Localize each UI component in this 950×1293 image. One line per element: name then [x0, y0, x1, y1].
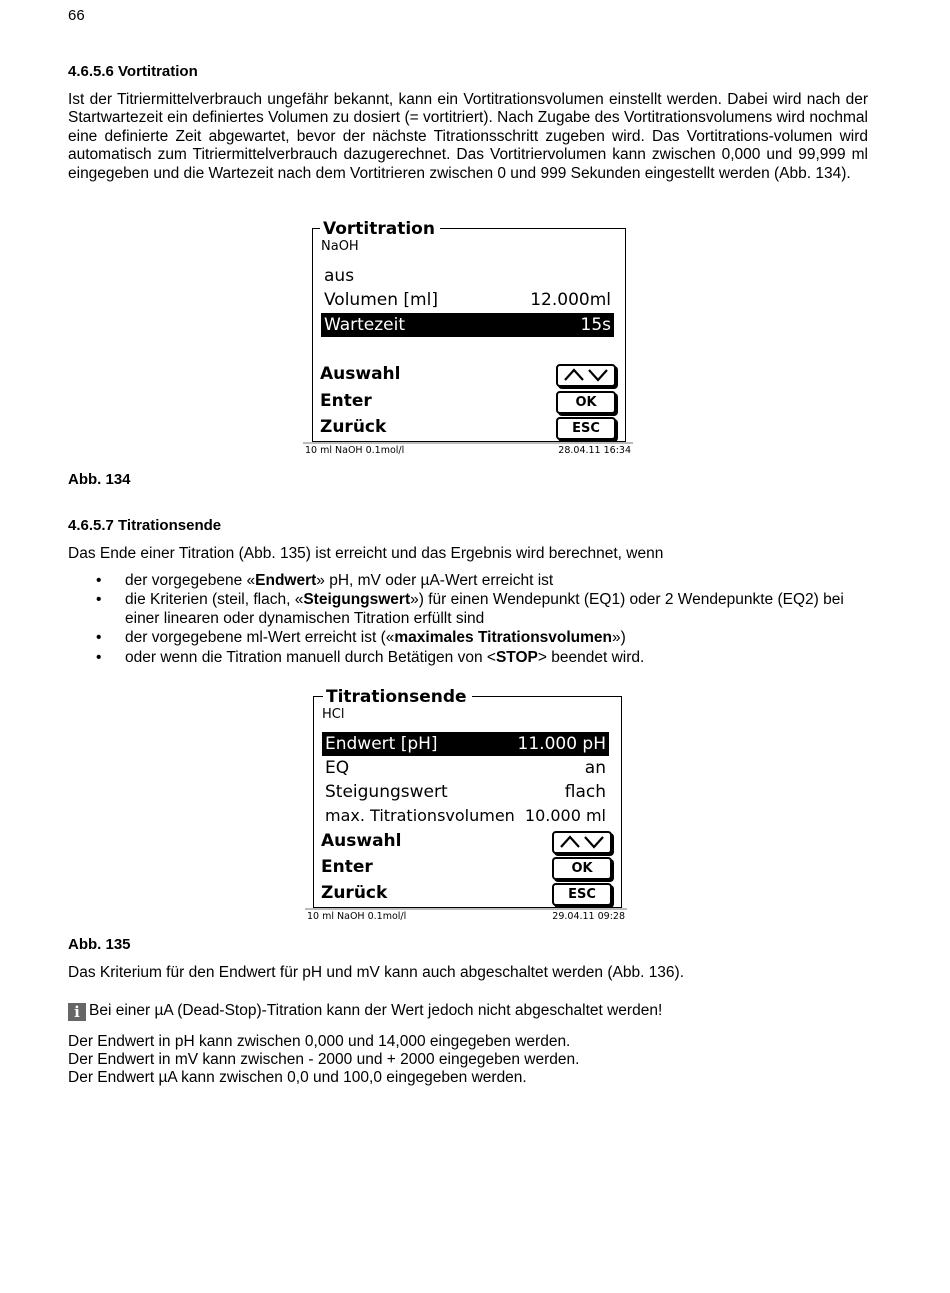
- status-reagent: 10 ml NaOH 0.1mol/l: [307, 911, 407, 922]
- status-reagent: 10 ml NaOH 0.1mol/l: [305, 445, 405, 456]
- screen-subtitle: HCl: [322, 707, 345, 722]
- key-label-auswahl: Auswahl: [321, 831, 402, 851]
- page-number: 66: [68, 7, 85, 24]
- figure-caption-135: Abb. 135: [68, 936, 131, 953]
- ok-button[interactable]: OK: [556, 391, 616, 414]
- info-text: Bei einer µA (Dead-Stop)-Titration kann der Wert jedoch nicht abgeschaltet werden!: [89, 1002, 663, 1019]
- range-ph: Der Endwert in pH kann zwischen 0,000 und 14,000 eingegeben werden.: [68, 1033, 571, 1050]
- row-value: 10.000 ml: [524, 806, 606, 825]
- row-label: EQ: [325, 758, 350, 778]
- list-item: • oder wenn die Titration manuell durch Betätigen von <STOP> beendet wird.: [68, 649, 868, 667]
- menu-row-eq[interactable]: [322, 756, 609, 780]
- info-icon: i: [68, 1003, 86, 1021]
- list-item: • die Kriterien (steil, flach, «Steigungswert») für einen Wendepunkt (EQ1) oder 2 Wendepunkte (EQ2) bei einer linearen oder dynamischen Titration erfüllt sind: [68, 591, 868, 628]
- menu-row-steigungswert[interactable]: [322, 780, 609, 804]
- row-label: aus: [324, 266, 355, 286]
- screen-title: Titrationsende: [323, 687, 472, 707]
- key-label-zurueck: Zurück: [321, 883, 388, 903]
- row-value: an: [584, 758, 606, 778]
- row-label: max. Titrationsvolumen: [325, 806, 515, 825]
- section-heading-vortitration: 4.6.5.6 Vortitration: [68, 63, 198, 80]
- figure-caption-134: Abb. 134: [68, 471, 131, 488]
- range-ua: Der Endwert µA kann zwischen 0,0 und 100,0 eingegeben werden.: [68, 1069, 527, 1086]
- esc-button[interactable]: ESC: [552, 883, 612, 906]
- esc-button[interactable]: ESC: [556, 417, 616, 440]
- list-item: • der vorgegebene «Endwert» pH, mV oder µA-Wert erreicht ist: [68, 572, 868, 590]
- screen-title: Vortitration: [320, 219, 440, 239]
- key-label-enter: Enter: [321, 857, 373, 877]
- status-bar: [305, 908, 627, 923]
- row-value: 15s: [580, 315, 611, 335]
- device-screen-vortitration: [303, 219, 633, 459]
- screen-subtitle: NaOH: [321, 239, 359, 254]
- list-item: • der vorgegebene ml-Wert erreicht ist («maximales Titrationsvolumen»): [68, 629, 868, 647]
- row-label: Steigungswert: [325, 782, 448, 802]
- status-datetime: 29.04.11 09:28: [552, 911, 625, 922]
- up-down-arrows-icon[interactable]: [556, 364, 616, 387]
- row-value: flach: [564, 782, 606, 802]
- criteria-list: [68, 572, 868, 668]
- info-note: [68, 1002, 662, 1021]
- row-value: 11.000 pH: [517, 734, 606, 754]
- row-value: 12.000ml: [530, 290, 611, 310]
- row-label: Volumen [ml]: [324, 290, 438, 310]
- vortitration-paragraph: Ist der Titriermittelverbrauch ungefähr bekannt, kann ein Vortitrationsvolumen einstellt werden. Dabei wird nach der Startwartezeit ein definiertes Volumen zu dosiert (= vortitriert). Nach Zugabe des Vortitrationsvolumens wird nochmal eine definierte Zeit abgewartet, bevor der nächste Titrationsschritt zugeben wird. Das Vortitrations-volumen wird automatisch zum Titriermittelverbrauch dazugerechnet. Das Vortitriervolumen kann zwischen 0,000 und 99,999 ml eingegeben und die Wartezeit nach dem Vortitrieren zwischen 0 und 999 Sekunden eingestellt werden (Abb. 134).: [68, 91, 868, 182]
- key-label-auswahl: Auswahl: [320, 364, 401, 384]
- row-label: Endwert [pH]: [325, 734, 438, 754]
- section-heading-titrationsende: 4.6.5.7 Titrationsende: [68, 517, 222, 534]
- menu-row-max-titrationsvolumen[interactable]: [322, 804, 609, 828]
- menu-row-wartezeit-selected[interactable]: [321, 313, 614, 337]
- row-label: Wartezeit: [324, 315, 406, 335]
- status-datetime: 28.04.11 16:34: [558, 445, 631, 456]
- menu-row-endwert-selected[interactable]: [322, 732, 609, 756]
- device-screen-titrationsende: [305, 687, 627, 925]
- status-bar: [303, 442, 633, 457]
- endwert-note: Das Kriterium für den Endwert für pH und mV kann auch abgeschaltet werden (Abb. 136).: [68, 964, 685, 981]
- menu-row-aus[interactable]: [321, 264, 614, 288]
- titrationsende-intro: Das Ende einer Titration (Abb. 135) ist erreicht und das Ergebnis wird berechnet, wenn: [68, 545, 664, 562]
- ok-button[interactable]: OK: [552, 857, 612, 880]
- up-down-arrows-icon[interactable]: [552, 831, 612, 854]
- range-mv: Der Endwert in mV kann zwischen - 2000 und + 2000 eingegeben werden.: [68, 1051, 580, 1068]
- menu-row-volumen[interactable]: [321, 288, 614, 312]
- key-label-enter: Enter: [320, 391, 372, 411]
- key-label-zurueck: Zurück: [320, 417, 387, 437]
